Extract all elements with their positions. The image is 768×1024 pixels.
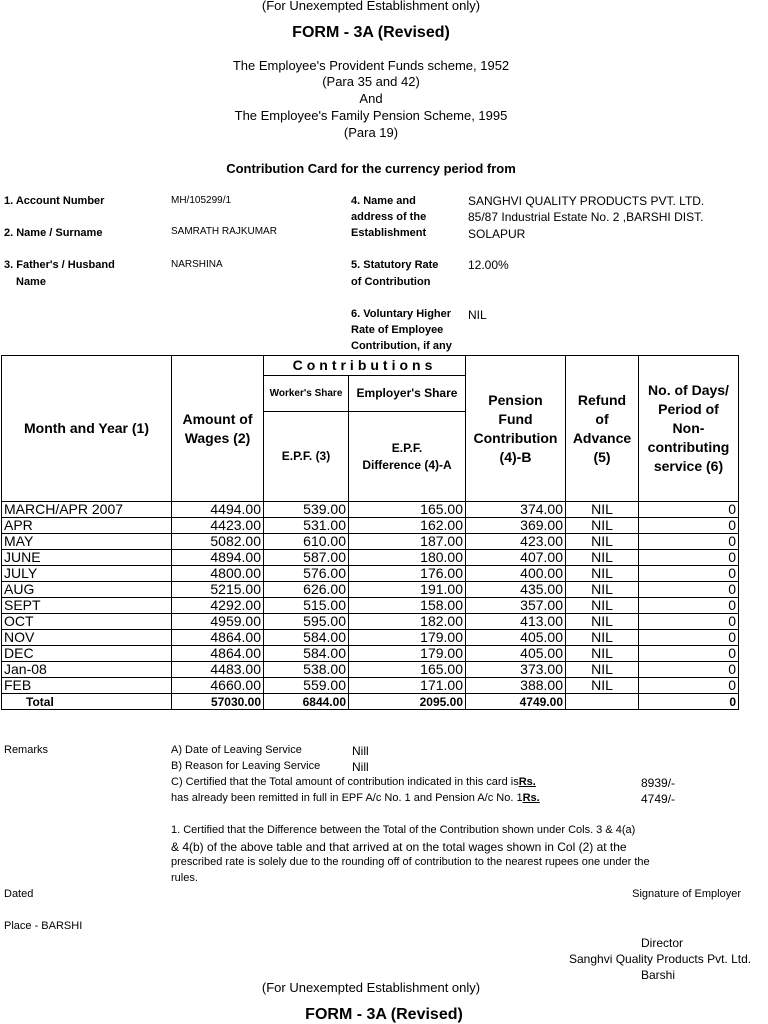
establishment-address-2: SOLAPUR (468, 227, 526, 241)
wages-cell: 4800.00 (172, 566, 264, 582)
epf-cell: 587.00 (264, 550, 349, 566)
remark-c-line-2 (171, 792, 540, 804)
epf-cell: 531.00 (264, 518, 349, 534)
days-cell: 0 (639, 502, 739, 518)
refund-cell: NIL (566, 598, 639, 614)
form-title: FORM - 3A (Revised) (292, 24, 450, 41)
wages-cell: 4894.00 (172, 550, 264, 566)
epf-difference-cell: 165.00 (349, 502, 466, 518)
remarks-label: Remarks (4, 744, 49, 756)
epf-cell: 538.00 (264, 662, 349, 678)
company-city: Barshi (641, 968, 676, 982)
table-row (2, 614, 739, 630)
certification-line-2: & 4(b) of the above table and that arrived at on the total wages shown in Col (2) at the (171, 840, 627, 854)
header-pension-3: Contribution (473, 429, 558, 446)
refund-cell: NIL (566, 630, 639, 646)
header-wages-2: Wages (2) (184, 429, 251, 446)
days-cell: 0 (639, 630, 739, 646)
voluntary-label-1: 6. Voluntary Higher (351, 308, 452, 320)
pension-cell: 400.00 (466, 566, 566, 582)
days-cell: 0 (639, 534, 739, 550)
certification-line-1: 1. Certified that the Difference between the Total of the Contribution shown under Cols. 3 & 4(a) (171, 824, 636, 836)
epf-difference-cell: 187.00 (349, 534, 466, 550)
wages-cell: 4864.00 (172, 630, 264, 646)
epf-difference-cell: 179.00 (349, 646, 466, 662)
epf-cell: 515.00 (264, 598, 349, 614)
account-label: 1. Account Number (4, 195, 105, 207)
month-cell: APR (2, 518, 172, 534)
account-value: MH/105299/1 (171, 195, 232, 206)
epf-difference-cell: 171.00 (349, 678, 466, 694)
epf-difference-cell: 182.00 (349, 614, 466, 630)
header-days-1: No. of Days/ (648, 382, 729, 398)
total-label: Total (2, 694, 172, 710)
father-label-1: 3. Father's / Husband (4, 259, 115, 271)
total-epf: 6844.00 (264, 694, 349, 710)
pension-cell: 413.00 (466, 614, 566, 630)
epf-difference-cell: 191.00 (349, 582, 466, 598)
epf-difference-cell: 176.00 (349, 566, 466, 582)
month-cell: FEB (2, 678, 172, 694)
company-name: Sanghvi Quality Products Pvt. Ltd. (569, 952, 752, 966)
bottom-note: (For Unexempted Establishment only) (261, 980, 481, 995)
days-cell: 0 (639, 598, 739, 614)
header-days-5: service (6) (653, 458, 724, 474)
days-cell: 0 (639, 518, 739, 534)
header-wages-1: Amount of (182, 410, 253, 427)
wages-cell: 5215.00 (172, 582, 264, 598)
days-cell: 0 (639, 550, 739, 566)
days-cell: 0 (639, 566, 739, 582)
table-row (2, 518, 739, 534)
table-row (2, 630, 739, 646)
table-row (2, 534, 739, 550)
establishment-label-1: 4. Name and (351, 195, 416, 207)
scheme-line-3: And (359, 91, 383, 106)
contribution-table (1, 355, 739, 710)
remark-c-text-2: has already been remitted in full in EPF A/c No. 1 and Pension A/c No. 1 (171, 792, 523, 804)
remark-c-text-1: C) Certified that the Total amount of contribution indicated in this card is (171, 776, 519, 788)
wages-cell: 4959.00 (172, 614, 264, 630)
remark-c-rs-2: Rs. (522, 792, 540, 804)
wages-cell: 4483.00 (172, 662, 264, 678)
table-row (2, 678, 739, 694)
table-row (2, 502, 739, 518)
scheme-line-4: The Employee's Family Pension Scheme, 1995 (234, 108, 508, 123)
bottom-form-title: FORM - 3A (Revised) (305, 1006, 463, 1023)
header-month-year: Month and Year (1) (2, 356, 172, 502)
month-cell: JUNE (2, 550, 172, 566)
header-refund (566, 356, 639, 502)
days-cell: 0 (639, 582, 739, 598)
name-value: SAMRATH RAJKUMAR (171, 226, 277, 237)
month-cell: AUG (2, 582, 172, 598)
pension-cell: 388.00 (466, 678, 566, 694)
days-cell: 0 (639, 614, 739, 630)
refund-cell: NIL (566, 678, 639, 694)
refund-cell: NIL (566, 582, 639, 598)
epf-cell: 576.00 (264, 566, 349, 582)
establishment-label-2: address of the (351, 211, 427, 223)
header-contributions: Contributions (264, 356, 466, 376)
remark-c-amount-2: 4749/- (641, 792, 676, 806)
pension-cell: 405.00 (466, 646, 566, 662)
pension-cell: 407.00 (466, 550, 566, 566)
pension-cell: 405.00 (466, 630, 566, 646)
pension-cell: 374.00 (466, 502, 566, 518)
month-cell: MARCH/APR 2007 (2, 502, 172, 518)
header-wages (172, 356, 264, 502)
name-label: 2. Name / Surname (4, 227, 103, 239)
epf-cell: 584.00 (264, 630, 349, 646)
days-cell: 0 (639, 646, 739, 662)
month-cell: JULY (2, 566, 172, 582)
remark-b-label: B) Reason for Leaving Service (171, 760, 321, 772)
remark-b-value: Nill (352, 760, 369, 774)
wages-cell: 4494.00 (172, 502, 264, 518)
refund-cell: NIL (566, 646, 639, 662)
header-pension-1: Pension (488, 391, 543, 408)
refund-cell: NIL (566, 518, 639, 534)
dated-label: Dated (4, 888, 34, 900)
days-cell: 0 (639, 662, 739, 678)
header-pension-2: Fund (498, 410, 533, 427)
total-days: 0 (639, 694, 739, 710)
epf-difference-cell: 165.00 (349, 662, 466, 678)
epf-difference-cell: 179.00 (349, 630, 466, 646)
epf-cell: 610.00 (264, 534, 349, 550)
remark-c-rs-1: Rs. (518, 776, 536, 788)
scheme-line-1: The Employee's Provident Funds scheme, 1952 (232, 58, 510, 73)
establishment-address-1: 85/87 Industrial Estate No. 2 ,BARSHI DIST. (468, 210, 704, 224)
establishment-label-3: Establishment (351, 227, 427, 239)
total-epf-difference: 2095.00 (349, 694, 466, 710)
epf-cell: 559.00 (264, 678, 349, 694)
header-epf-difference-2: Difference (4)-A (362, 457, 452, 472)
pension-cell: 373.00 (466, 662, 566, 678)
refund-cell: NIL (566, 502, 639, 518)
header-days (639, 356, 739, 502)
header-pension-4: (4)-B (499, 448, 532, 465)
refund-cell: NIL (566, 550, 639, 566)
refund-cell: NIL (566, 614, 639, 630)
header-epf-difference-1: E.P.F. (391, 440, 423, 455)
wages-cell: 4292.00 (172, 598, 264, 614)
table-row (2, 662, 739, 678)
remark-a-value: Nill (352, 744, 369, 758)
father-label-2: Name (16, 276, 46, 288)
header-employers-share: Employer's Share (349, 376, 466, 412)
remark-c-line-1 (171, 776, 536, 788)
epf-difference-cell: 180.00 (349, 550, 466, 566)
rate-label-1: 5. Statutory Rate (351, 259, 439, 271)
epf-cell: 539.00 (264, 502, 349, 518)
month-cell: MAY (2, 534, 172, 550)
header-pension (466, 356, 566, 502)
rate-label-2: of Contribution (351, 276, 431, 288)
epf-difference-cell: 158.00 (349, 598, 466, 614)
month-cell: NOV (2, 630, 172, 646)
total-pension: 4749.00 (466, 694, 566, 710)
place-label: Place - BARSHI (4, 920, 83, 932)
voluntary-label-2: Rate of Employee (351, 324, 444, 336)
epf-difference-cell: 162.00 (349, 518, 466, 534)
refund-cell: NIL (566, 534, 639, 550)
certification-line-3: prescribed rate is solely due to the rounding off of contribution to the nearest rupees one under the (171, 856, 650, 868)
header-workers-share: Worker's Share (264, 376, 349, 412)
month-cell: SEPT (2, 598, 172, 614)
wages-cell: 4864.00 (172, 646, 264, 662)
pension-cell: 369.00 (466, 518, 566, 534)
director-label: Director (641, 936, 684, 950)
header-days-3: Non- (672, 420, 705, 436)
header-epf: E.P.F. (3) (264, 412, 349, 502)
table-row (2, 646, 739, 662)
establishment-name: SANGHVI QUALITY PRODUCTS PVT. LTD. (468, 194, 705, 208)
header-epf-difference (349, 412, 466, 502)
wages-cell: 4660.00 (172, 678, 264, 694)
month-cell: OCT (2, 614, 172, 630)
voluntary-value: NIL (468, 308, 487, 322)
header-days-4: contributing (647, 439, 730, 455)
signature-label: Signature of Employer (632, 888, 741, 900)
refund-cell: NIL (566, 662, 639, 678)
header-refund-3: Advance (572, 429, 632, 446)
epf-cell: 595.00 (264, 614, 349, 630)
scheme-line-2: (Para 35 and 42) (322, 74, 420, 89)
header-refund-2: of (595, 410, 609, 427)
table-row (2, 550, 739, 566)
certification-line-4: rules. (171, 872, 198, 884)
pension-cell: 435.00 (466, 582, 566, 598)
top-note: (For Unexempted Establishment only) (261, 0, 481, 13)
pension-cell: 357.00 (466, 598, 566, 614)
wages-cell: 5082.00 (172, 534, 264, 550)
epf-cell: 584.00 (264, 646, 349, 662)
father-value: NARSHINA (171, 259, 223, 270)
rate-value: 12.00% (468, 258, 509, 272)
total-wages: 57030.00 (172, 694, 264, 710)
total-row (2, 694, 739, 710)
wages-cell: 4423.00 (172, 518, 264, 534)
card-title: Contribution Card for the currency period from (226, 161, 516, 176)
pension-cell: 423.00 (466, 534, 566, 550)
scheme-line-5: (Para 19) (343, 125, 399, 140)
table-row (2, 566, 739, 582)
header-refund-1: Refund (577, 391, 627, 408)
month-cell: DEC (2, 646, 172, 662)
days-cell: 0 (639, 678, 739, 694)
month-cell: Jan-08 (2, 662, 172, 678)
epf-cell: 626.00 (264, 582, 349, 598)
total-refund (566, 694, 639, 710)
remark-a-label: A) Date of Leaving Service (171, 744, 302, 756)
voluntary-label-3: Contribution, if any (351, 340, 452, 352)
table-row (2, 598, 739, 614)
refund-cell: NIL (566, 566, 639, 582)
header-days-2: Period of (658, 401, 719, 417)
table-row (2, 582, 739, 598)
remark-c-amount-1: 8939/- (641, 776, 676, 790)
header-refund-4: (5) (593, 448, 611, 465)
